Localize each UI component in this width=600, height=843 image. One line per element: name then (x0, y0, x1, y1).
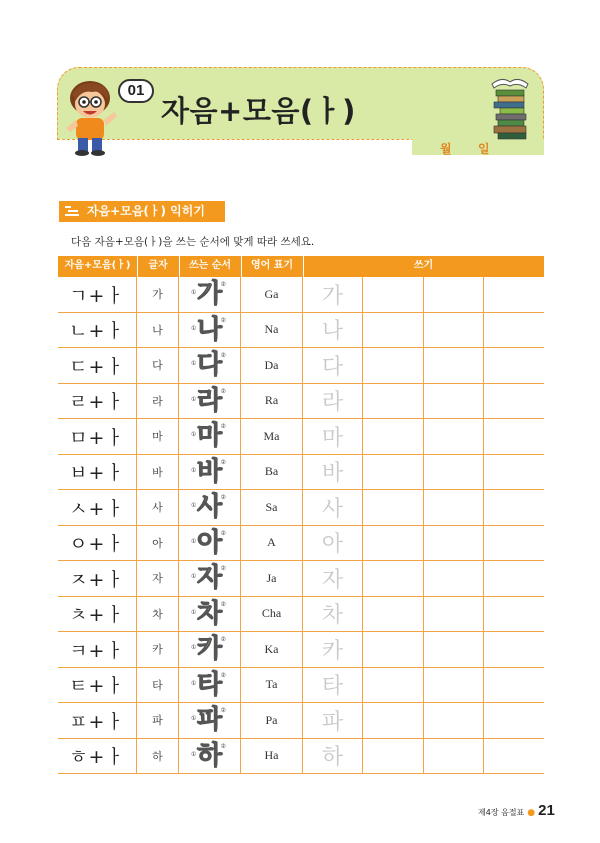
combo-cell (58, 277, 137, 312)
stroke-order-glyph (190, 421, 227, 452)
letter-text: 타 (152, 678, 163, 692)
writing-cell[interactable] (424, 561, 484, 596)
stroke-order-cell (179, 597, 241, 632)
romanization-text: Cha (261, 606, 282, 621)
stroke-order-glyph (190, 279, 227, 310)
stroke-order-letter: 사 (196, 492, 223, 523)
writing-cell[interactable] (363, 703, 424, 738)
combo-text: ㅍ+ㅏ (69, 710, 125, 733)
stroke-number-icon: ① (190, 432, 197, 439)
table-body (58, 277, 544, 774)
combo-text: ㅋ+ㅏ (69, 639, 125, 662)
combo-cell (58, 703, 137, 738)
stroke-number-icon: ① (190, 645, 197, 652)
header-romanization: 영어 표기 (241, 256, 304, 277)
stroke-order-letter: 가 (196, 279, 223, 310)
trace-cell[interactable] (303, 668, 363, 703)
table-row (58, 668, 544, 704)
romanization-cell (241, 632, 303, 667)
stroke-number-icon: ① (190, 503, 197, 510)
writing-cell[interactable] (424, 526, 484, 561)
combo-text: ㄹ+ㅏ (69, 391, 125, 414)
writing-cell[interactable] (484, 384, 544, 419)
writing-cell[interactable] (424, 739, 484, 774)
combo-text: ㅎ+ㅏ (69, 746, 125, 769)
combo-text: ㅂ+ㅏ (69, 462, 125, 485)
trace-cell[interactable] (303, 739, 363, 774)
letter-cell (137, 455, 179, 490)
letter-text: 하 (152, 749, 163, 763)
stroke-order-glyph (190, 634, 227, 665)
romanization-text: Ja (266, 570, 277, 585)
stroke-number-icon: ② (220, 495, 227, 502)
stroke-order-glyph (190, 314, 227, 345)
stroke-order-letter: 차 (196, 598, 223, 629)
stroke-order-cell (179, 561, 241, 596)
header-banner (57, 67, 544, 155)
romanization-text: Ba (264, 464, 279, 479)
stroke-order-letter: 라 (196, 385, 223, 416)
stroke-number-icon: ② (220, 388, 227, 395)
letter-text: 아 (152, 536, 163, 550)
stroke-order-letter: 파 (196, 705, 223, 736)
stroke-order-cell (179, 703, 241, 738)
writing-cell[interactable] (484, 490, 544, 525)
writing-cell[interactable] (424, 632, 484, 667)
combo-cell (58, 632, 137, 667)
trace-cell[interactable] (303, 703, 363, 738)
table-row (58, 561, 544, 597)
trace-letter: 다 (321, 354, 344, 380)
stroke-order-letter: 아 (196, 527, 223, 558)
stroke-number-icon: ② (220, 282, 227, 289)
romanization-text: Na (264, 322, 279, 337)
table-row (58, 348, 544, 384)
romanization-text: Ra (264, 393, 279, 408)
romanization-cell (241, 739, 303, 774)
writing-cell[interactable] (363, 668, 424, 703)
table-row (58, 490, 544, 526)
romanization-cell (241, 561, 303, 596)
writing-cell[interactable] (424, 419, 484, 454)
stroke-order-letter: 하 (196, 740, 223, 771)
trace-cell[interactable] (303, 348, 363, 383)
combo-cell (58, 455, 137, 490)
combo-text: ㄴ+ㅏ (69, 320, 125, 343)
lesson-number-badge: 01 (118, 79, 154, 103)
romanization-cell (241, 384, 303, 419)
trace-cell[interactable] (303, 277, 363, 312)
romanization-text: Pa (265, 712, 278, 727)
section-label (59, 201, 225, 222)
letter-cell (137, 384, 179, 419)
table-row (58, 419, 544, 455)
romanization-text: Ka (264, 641, 279, 656)
trace-letter: 타 (321, 674, 344, 700)
page-title: 자음+모음(ㅏ) (161, 94, 356, 128)
romanization-text: Ta (265, 677, 278, 692)
trace-letter: 차 (321, 603, 344, 629)
writing-cell[interactable] (424, 384, 484, 419)
stroke-number-icon: ② (220, 743, 227, 750)
stroke-order-glyph (190, 563, 227, 594)
writing-cell[interactable] (484, 632, 544, 667)
stroke-number-icon: ② (220, 530, 227, 537)
combo-text: ㅁ+ㅏ (69, 426, 125, 449)
letter-text: 가 (152, 288, 163, 302)
writing-cell[interactable] (484, 597, 544, 632)
stroke-order-letter: 바 (196, 456, 223, 487)
trace-letter: 가 (321, 283, 344, 309)
romanization-cell (241, 703, 303, 738)
letter-cell (137, 313, 179, 348)
letter-cell (137, 739, 179, 774)
stroke-order-cell (179, 632, 241, 667)
stroke-number-icon: ① (190, 467, 197, 474)
writing-cell[interactable] (363, 419, 424, 454)
table-row (58, 455, 544, 491)
writing-cell[interactable] (484, 739, 544, 774)
combo-text: ㅇ+ㅏ (69, 533, 125, 556)
syllable-table (58, 256, 544, 774)
section-label-text: 자음+모음(ㅏ) 익히기 (87, 204, 205, 218)
stroke-order-glyph (190, 350, 227, 381)
writing-cell[interactable] (363, 384, 424, 419)
table-row (58, 632, 544, 668)
letter-cell (137, 597, 179, 632)
table-row (58, 526, 544, 562)
stroke-order-letter: 타 (196, 669, 223, 700)
letter-text: 파 (152, 714, 163, 728)
trace-cell[interactable] (303, 526, 363, 561)
letter-text: 나 (152, 323, 163, 337)
combo-text: ㅌ+ㅏ (69, 675, 125, 698)
stroke-number-icon: ② (220, 601, 227, 608)
combo-cell (58, 490, 137, 525)
writing-cell[interactable] (363, 455, 424, 490)
writing-cell[interactable] (363, 490, 424, 525)
writing-cell[interactable] (424, 703, 484, 738)
trace-letter: 자 (321, 567, 344, 593)
trace-letter: 카 (321, 638, 344, 664)
stroke-number-icon: ① (190, 538, 197, 545)
trace-cell[interactable] (303, 561, 363, 596)
writing-cell[interactable] (484, 561, 544, 596)
writing-cell[interactable] (484, 526, 544, 561)
letter-text: 다 (152, 359, 163, 373)
letter-text: 자 (152, 572, 163, 586)
writing-cell[interactable] (484, 455, 544, 490)
table-row (58, 703, 544, 739)
combo-text: ㅊ+ㅏ (69, 604, 125, 627)
stroke-order-cell (179, 490, 241, 525)
combo-cell (58, 313, 137, 348)
romanization-cell (241, 490, 303, 525)
writing-cell[interactable] (363, 277, 424, 312)
writing-cell[interactable] (424, 455, 484, 490)
table-row (58, 597, 544, 633)
stroke-order-letter: 다 (196, 350, 223, 381)
romanization-text: Ma (263, 428, 280, 443)
writing-cell[interactable] (363, 313, 424, 348)
writing-cell[interactable] (363, 597, 424, 632)
combo-text: ㄱ+ㅏ (69, 284, 125, 307)
combo-cell (58, 526, 137, 561)
stroke-order-letter: 나 (196, 314, 223, 345)
writing-cell[interactable] (363, 632, 424, 667)
stroke-number-icon: ② (220, 317, 227, 324)
stroke-number-icon: ② (220, 637, 227, 644)
trace-letter: 하 (321, 745, 344, 771)
page-number: 21 (538, 802, 555, 819)
chapter-label: 제4장 음절표 (478, 808, 525, 817)
writing-cell[interactable] (484, 313, 544, 348)
stroke-order-letter: 마 (196, 421, 223, 452)
trace-letter: 아 (321, 532, 344, 558)
footer-dot-icon: ● (527, 808, 536, 818)
header-writing: 쓰기 (413, 260, 434, 271)
combo-cell (58, 597, 137, 632)
combo-cell (58, 384, 137, 419)
letter-cell (137, 490, 179, 525)
letter-cell (137, 561, 179, 596)
stroke-order-cell (179, 348, 241, 383)
stroke-number-icon: ② (220, 353, 227, 360)
trace-cell[interactable] (303, 419, 363, 454)
trace-letter: 마 (321, 425, 344, 451)
stroke-number-icon: ② (220, 424, 227, 431)
boy-illustration-icon (62, 76, 120, 156)
header-combo: 자음+모음(ㅏ) (58, 256, 138, 277)
stroke-number-icon: ② (220, 566, 227, 573)
combo-text: ㅈ+ㅏ (69, 568, 125, 591)
stroke-order-cell (179, 277, 241, 312)
trace-cell[interactable] (303, 384, 363, 419)
writing-cell[interactable] (363, 561, 424, 596)
writing-cell[interactable] (424, 277, 484, 312)
writing-cell[interactable] (484, 348, 544, 383)
writing-cell[interactable] (484, 419, 544, 454)
writing-cell[interactable] (484, 277, 544, 312)
trace-cell[interactable] (303, 490, 363, 525)
stroke-number-icon: ① (190, 751, 197, 758)
stroke-order-glyph (190, 705, 227, 736)
combo-cell (58, 561, 137, 596)
romanization-cell (241, 597, 303, 632)
letter-text: 사 (152, 501, 163, 515)
table-header (58, 256, 544, 277)
letter-cell (137, 703, 179, 738)
instruction-text: 다음 자음+모음(ㅏ)을 쓰는 순서에 맞게 따라 쓰세요. (71, 236, 315, 248)
table-row (58, 277, 544, 313)
writing-cell[interactable] (363, 739, 424, 774)
stroke-order-cell (179, 455, 241, 490)
romanization-cell (241, 313, 303, 348)
romanization-text: Sa (265, 499, 278, 514)
trace-letter: 라 (321, 390, 344, 416)
header-letter: 글자 (137, 256, 180, 277)
writing-cell[interactable] (424, 313, 484, 348)
combo-cell (58, 419, 137, 454)
writing-cell[interactable] (363, 526, 424, 561)
stroke-order-cell (179, 739, 241, 774)
trace-letter: 파 (321, 709, 344, 735)
stroke-order-cell (179, 384, 241, 419)
header-stroke-order: 쓰는 순서 (179, 256, 242, 277)
combo-cell (58, 348, 137, 383)
letter-cell (137, 419, 179, 454)
stroke-number-icon: ① (190, 680, 197, 687)
writing-cell[interactable] (424, 490, 484, 525)
stroke-order-glyph (190, 740, 227, 771)
trace-cell[interactable] (303, 597, 363, 632)
stroke-order-glyph (190, 669, 227, 700)
stroke-number-icon: ① (190, 716, 197, 723)
trace-cell[interactable] (303, 632, 363, 667)
stroke-order-cell (179, 313, 241, 348)
writing-cell[interactable] (424, 597, 484, 632)
letter-text: 카 (152, 643, 163, 657)
stroke-order-glyph (190, 492, 227, 523)
stroke-number-icon: ① (190, 609, 197, 616)
romanization-cell (241, 348, 303, 383)
writing-cell[interactable] (424, 348, 484, 383)
trace-letter: 나 (321, 319, 344, 345)
romanization-cell (241, 277, 303, 312)
combo-text: ㄷ+ㅏ (69, 355, 125, 378)
trace-letter: 사 (321, 496, 344, 522)
stroke-order-cell (179, 526, 241, 561)
letter-cell (137, 668, 179, 703)
romanization-cell (241, 455, 303, 490)
section-lines-icon (65, 206, 79, 217)
page-footer (478, 802, 555, 819)
combo-cell (58, 668, 137, 703)
letter-cell (137, 632, 179, 667)
romanization-cell (241, 526, 303, 561)
stroke-number-icon: ① (190, 290, 197, 297)
stroke-number-icon: ① (190, 325, 197, 332)
letter-text: 마 (152, 430, 163, 444)
combo-text: ㅅ+ㅏ (69, 497, 125, 520)
stroke-number-icon: ② (220, 459, 227, 466)
romanization-text: Ha (264, 748, 279, 763)
stroke-order-letter: 자 (196, 563, 223, 594)
romanization-cell (241, 668, 303, 703)
letter-text: 차 (152, 607, 163, 621)
stroke-order-letter: 카 (196, 634, 223, 665)
writing-cell[interactable] (363, 348, 424, 383)
table-row (58, 313, 544, 349)
letter-text: 라 (152, 394, 163, 408)
romanization-cell (241, 419, 303, 454)
stroke-number-icon: ① (190, 361, 197, 368)
letter-cell (137, 348, 179, 383)
trace-letter: 바 (321, 461, 344, 487)
stroke-order-cell (179, 419, 241, 454)
combo-cell (58, 739, 137, 774)
letter-cell (137, 526, 179, 561)
stroke-number-icon: ② (220, 672, 227, 679)
letter-cell (137, 277, 179, 312)
stroke-number-icon: ① (190, 574, 197, 581)
date-day-label: 일 (478, 142, 490, 156)
stroke-order-cell (179, 668, 241, 703)
stroke-number-icon: ① (190, 396, 197, 403)
writing-cell[interactable] (484, 668, 544, 703)
stroke-order-glyph (190, 456, 227, 487)
date-month-label: 월 (440, 142, 452, 156)
trace-cell[interactable] (303, 313, 363, 348)
romanization-text: A (267, 535, 276, 550)
letter-text: 바 (152, 465, 163, 479)
stroke-order-glyph (190, 385, 227, 416)
table-row (58, 739, 544, 775)
stroke-number-icon: ② (220, 708, 227, 715)
table-row (58, 384, 544, 420)
romanization-text: Da (264, 357, 279, 372)
romanization-text: Ga (264, 286, 279, 301)
writing-cell[interactable] (424, 668, 484, 703)
stroke-order-glyph (190, 598, 227, 629)
stroke-order-glyph (190, 527, 227, 558)
writing-cell[interactable] (484, 703, 544, 738)
book-stack-icon (488, 74, 532, 140)
trace-cell[interactable] (303, 455, 363, 490)
